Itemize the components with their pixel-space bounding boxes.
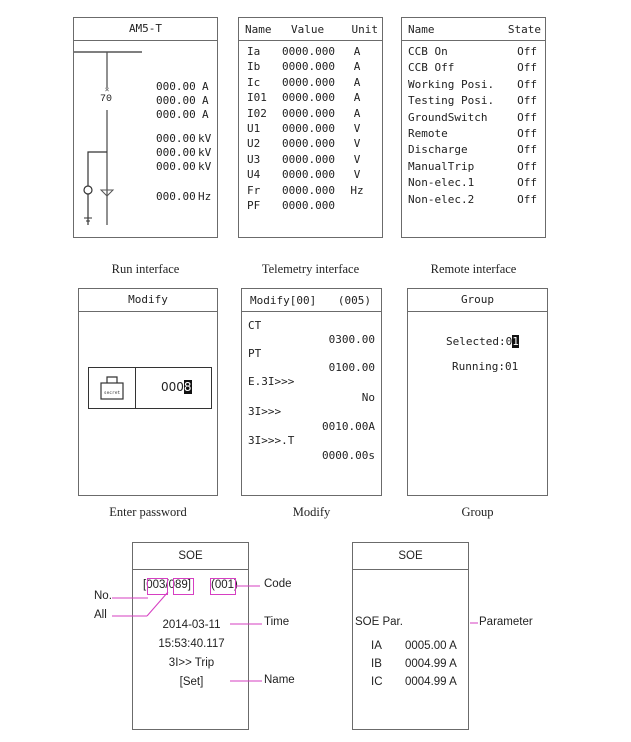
param-ct-value[interactable]: 0300.00: [328, 333, 375, 346]
remote-state: Off: [517, 77, 537, 91]
svg-text:×: ×: [104, 85, 110, 94]
run-caption: Run interface: [111, 262, 180, 276]
telemetry-name: Ia: [247, 45, 261, 58]
soe-slash: /: [165, 579, 169, 591]
remote-state: Off: [517, 176, 537, 190]
annotation-all: All: [94, 609, 107, 621]
param-pt-value[interactable]: 0100.00: [328, 361, 375, 374]
current-a-value: 000.00: [156, 80, 196, 93]
remote-name: Non-elec.1: [408, 176, 475, 190]
telemetry-value: 0000.000: [282, 198, 335, 212]
telemetry-unit: A: [353, 106, 361, 120]
soe-param-heading: SOE Par.: [355, 616, 403, 628]
header-name: Name: [245, 23, 272, 36]
current-a-unit: A: [202, 80, 209, 93]
param-e3i-label: E.3I>>>: [248, 375, 295, 388]
modify-count: (005): [337, 294, 371, 307]
remote-state: Off: [517, 126, 537, 140]
telemetry-value: 0000.000: [282, 137, 335, 151]
param-ic-name: IC: [371, 676, 383, 688]
running-group: Running:01: [452, 360, 519, 373]
soe-number: [003: [143, 579, 166, 591]
remote-caption: Remote interface: [430, 262, 517, 276]
remote-name: Remote: [408, 126, 448, 140]
annotation-code: Code: [264, 578, 292, 590]
remote-name: Working Posi.: [408, 77, 495, 91]
group-caption: Group: [461, 505, 494, 519]
voltage-1-unit: kV: [198, 132, 212, 145]
voltage-3-value: 000.00: [156, 160, 196, 173]
header-state: State: [507, 23, 541, 36]
telemetry-unit: A: [353, 60, 361, 74]
telemetry-value: 0000.000: [282, 183, 335, 197]
telemetry-name: U1: [247, 121, 261, 135]
current-c-value: 000.00: [156, 108, 196, 121]
telemetry-value: 0000.000: [282, 121, 335, 135]
telemetry-value: 0000.000: [282, 75, 335, 89]
param-ia-name: IA: [371, 640, 382, 652]
param-ib-value: 0004.99 A: [405, 658, 457, 670]
telemetry-name: I01: [247, 91, 267, 105]
soe-time: 15:53:40.117: [158, 638, 225, 650]
telemetry-value: 0000.000: [282, 45, 335, 58]
remote-name: ManualTrip: [408, 159, 475, 173]
param-3it-label: 3I>>>.T: [248, 434, 295, 447]
param-e3i-value[interactable]: No: [361, 391, 375, 404]
modify-title: Modify[00]: [250, 294, 317, 307]
soe-code: (001): [211, 579, 238, 591]
voltage-1-value: 000.00: [156, 132, 196, 145]
telemetry-unit: A: [353, 45, 361, 58]
password-title: Modify: [79, 289, 217, 312]
remote-state: Off: [517, 45, 537, 58]
frequency-unit: Hz: [198, 190, 212, 203]
modify-caption: Modify: [292, 505, 331, 519]
telemetry-value: 0000.000: [282, 60, 335, 74]
password-cursor-digit: 8: [183, 380, 192, 394]
password-digits: 000: [161, 380, 184, 394]
lock-label: secret: [103, 391, 121, 396]
remote-state: Off: [517, 94, 537, 108]
soe-name: 3I>> Trip: [168, 657, 215, 669]
telemetry-name: I02: [247, 106, 267, 120]
header-unit: Unit: [351, 23, 378, 36]
param-ct-label: CT: [248, 319, 262, 332]
remote-name: CCB On: [408, 45, 448, 58]
param-3it-value[interactable]: 0000.00s: [322, 449, 375, 462]
remote-name: GroundSwitch: [408, 110, 488, 124]
telemetry-value: 0000.000: [282, 106, 335, 120]
telemetry-name: U3: [247, 152, 261, 166]
telemetry-unit: V: [353, 152, 361, 166]
telemetry-unit: A: [353, 91, 361, 105]
telemetry-name: U4: [247, 168, 261, 182]
param-pt-label: PT: [248, 347, 262, 360]
selected-cursor-digit: 1: [512, 335, 519, 348]
password-caption: Enter password: [109, 505, 187, 519]
voltage-3-unit: kV: [198, 160, 212, 173]
soe-title: SOE: [133, 543, 248, 570]
remote-state: Off: [517, 143, 537, 157]
run-title: AM5-T: [74, 18, 217, 41]
telemetry-value: 0000.000: [282, 152, 335, 166]
param-ib-name: IB: [371, 658, 382, 670]
remote-state: Off: [517, 192, 537, 206]
header-value: Value: [291, 23, 325, 36]
telemetry-name: Ib: [247, 60, 261, 74]
selected-digit: 0: [505, 335, 513, 348]
telemetry-name: U2: [247, 137, 261, 151]
current-b-unit: A: [202, 94, 209, 107]
telemetry-unit: A: [353, 75, 361, 89]
param-3i-value[interactable]: 0010.00A: [322, 420, 375, 433]
group-title: Group: [408, 289, 547, 312]
param-ic-value: 0004.99 A: [405, 676, 457, 688]
remote-state: Off: [517, 159, 537, 173]
current-c-unit: A: [202, 108, 209, 121]
telemetry-name: Ic: [247, 75, 261, 89]
annotation-no: No.: [94, 590, 112, 602]
telemetry-unit: V: [353, 137, 361, 151]
param-ia-value: 0005.00 A: [405, 640, 457, 652]
telemetry-unit: V: [353, 121, 361, 135]
soe-state: [Set]: [179, 676, 204, 688]
soe-total: 089]: [168, 579, 191, 591]
annotation-time: Time: [264, 616, 290, 628]
remote-name: Discharge: [408, 143, 468, 157]
remote-name: CCB Off: [408, 61, 455, 75]
annotation-parameter: Parameter: [479, 616, 533, 628]
param-3i-label: 3I>>>: [248, 405, 282, 418]
frequency-value: 000.00: [156, 190, 196, 203]
annotation-name: Name: [264, 674, 295, 686]
remote-state: Off: [517, 110, 537, 124]
soe-param-title: SOE: [353, 543, 468, 570]
voltage-2-unit: kV: [198, 146, 212, 159]
soe-param-panel: [352, 542, 469, 730]
telemetry-name: Fr: [247, 183, 261, 197]
telemetry-value: 0000.000: [282, 168, 335, 182]
voltage-2-value: 000.00: [156, 146, 196, 159]
header-name: Name: [408, 23, 435, 36]
remote-name: Testing Posi.: [408, 94, 495, 108]
telemetry-name: PF: [247, 198, 261, 212]
telemetry-unit: V: [353, 168, 361, 182]
selected-label: Selected:: [446, 335, 506, 348]
remote-name: Non-elec.2: [408, 192, 475, 206]
telemetry-value: 0000.000: [282, 91, 335, 105]
current-b-value: 000.00: [156, 94, 196, 107]
telemetry-caption: Telemetry interface: [261, 262, 360, 276]
soe-date: 2014-03-11: [162, 619, 221, 631]
telemetry-unit: Hz: [350, 183, 364, 197]
breaker-label: 70: [100, 94, 113, 105]
remote-state: Off: [517, 61, 537, 75]
